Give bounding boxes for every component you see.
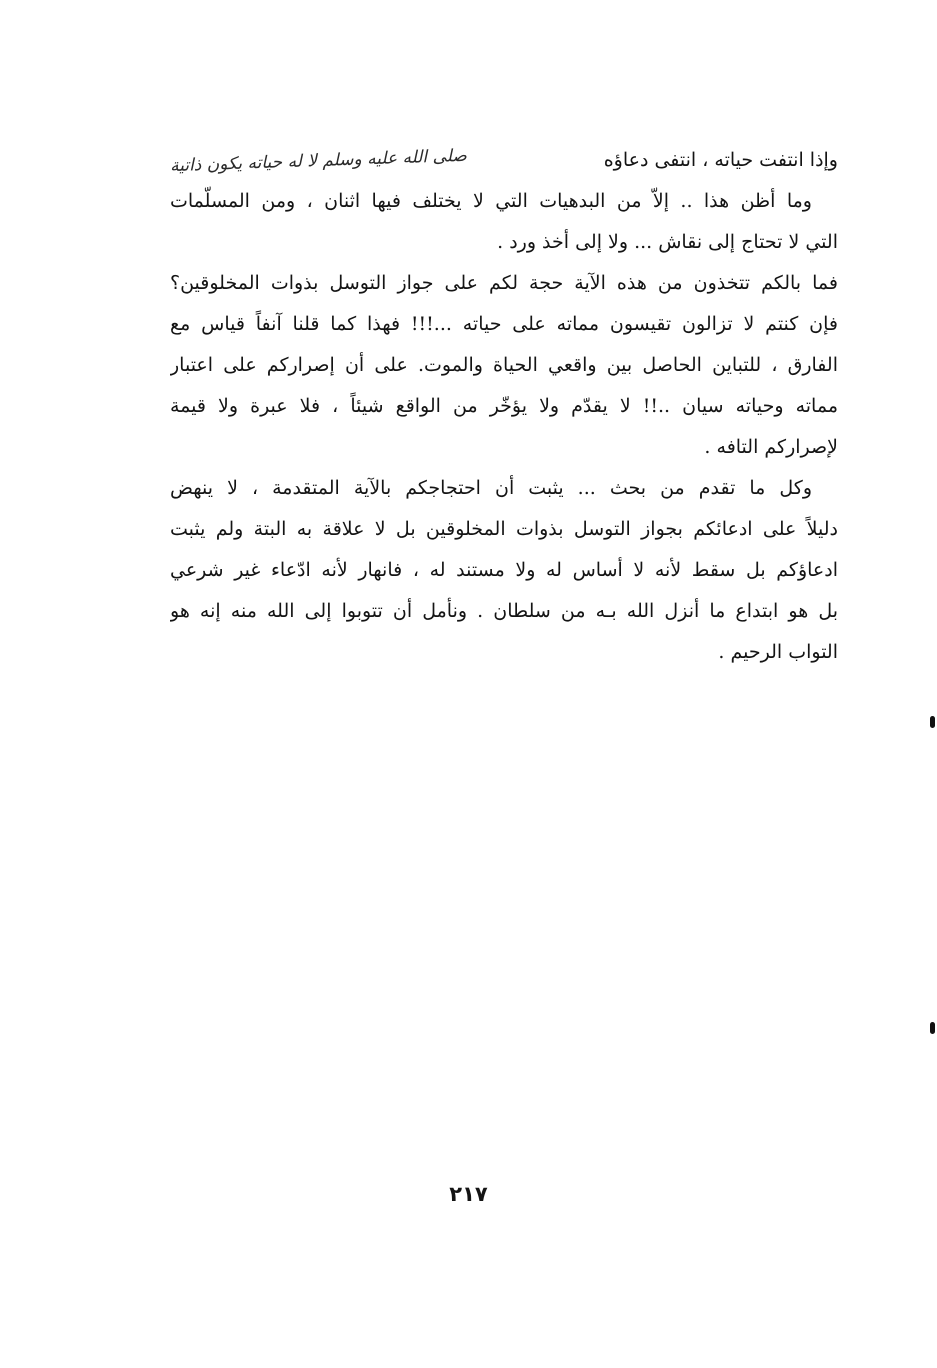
paragraph-2 xyxy=(170,263,838,468)
text-line: مماته وحياته سيان ..!! لا يقدّم ولا يؤخّر من الواقع شيئاً ، فلا عبرة ولا قيمة xyxy=(170,395,838,417)
text-line: فإن كنتم لا تزالون تقيسون مماته على حياته ...!!! فهذا كما قلنا آنفاً قياس مع xyxy=(170,313,838,335)
handwritten-annotation: صلى الله عليه وسلم لا له حياته يكون ذاتية xyxy=(170,145,468,177)
text-line xyxy=(170,140,838,181)
text-line: التي لا تحتاج إلى نقاش ... ولا إلى أخذ ورد . xyxy=(497,231,838,253)
text-line: ادعاؤكم بل سقط لأنه لا أساس له ولا مستند له ، فانهار لأنه ادّعاء غير شرعي xyxy=(170,559,838,581)
page-number: ٢١٧ xyxy=(449,1182,488,1206)
text-line: وكل ما تقدم من بحث ... يثبت أن احتجاجكم بالآية المتقدمة ، لا ينهض xyxy=(170,477,812,499)
printed-text: وإذا انتفت حياته ، انتفى دعاؤه xyxy=(603,149,838,171)
text-line: دليلاً على ادعائكم بجواز التوسل بذوات المخلوقين بل لا علاقة به البتة ولم يثبت xyxy=(170,518,838,540)
text-line: بل هو ابتداع ما أنزل الله بـه من سلطان . ونأمل أن تتوبوا إلى الله منه إنه هو xyxy=(170,600,838,622)
paragraph-1 xyxy=(170,140,838,263)
text-line: لإصراركم التافه . xyxy=(704,436,838,458)
text-line: فما بالكم تتخذون من هذه الآية حجة لكم على جواز التوسل بذوات المخلوقين؟ xyxy=(170,272,838,294)
text-line: وما أظن هذا .. إلاّ من البدهيات التي لا يختلف فيها اثنان ، ومن المسلّمات xyxy=(170,190,812,212)
scan-artifact-dot xyxy=(930,1022,935,1034)
body-text xyxy=(170,140,838,673)
text-line: الفارق ، للتباين الحاصل بين واقعي الحياة والموت. على أن إصراركم على اعتبار xyxy=(170,354,838,376)
paragraph-3 xyxy=(170,468,838,673)
scan-artifact-dot xyxy=(930,716,935,728)
text-line: التواب الرحيم . xyxy=(718,641,838,663)
